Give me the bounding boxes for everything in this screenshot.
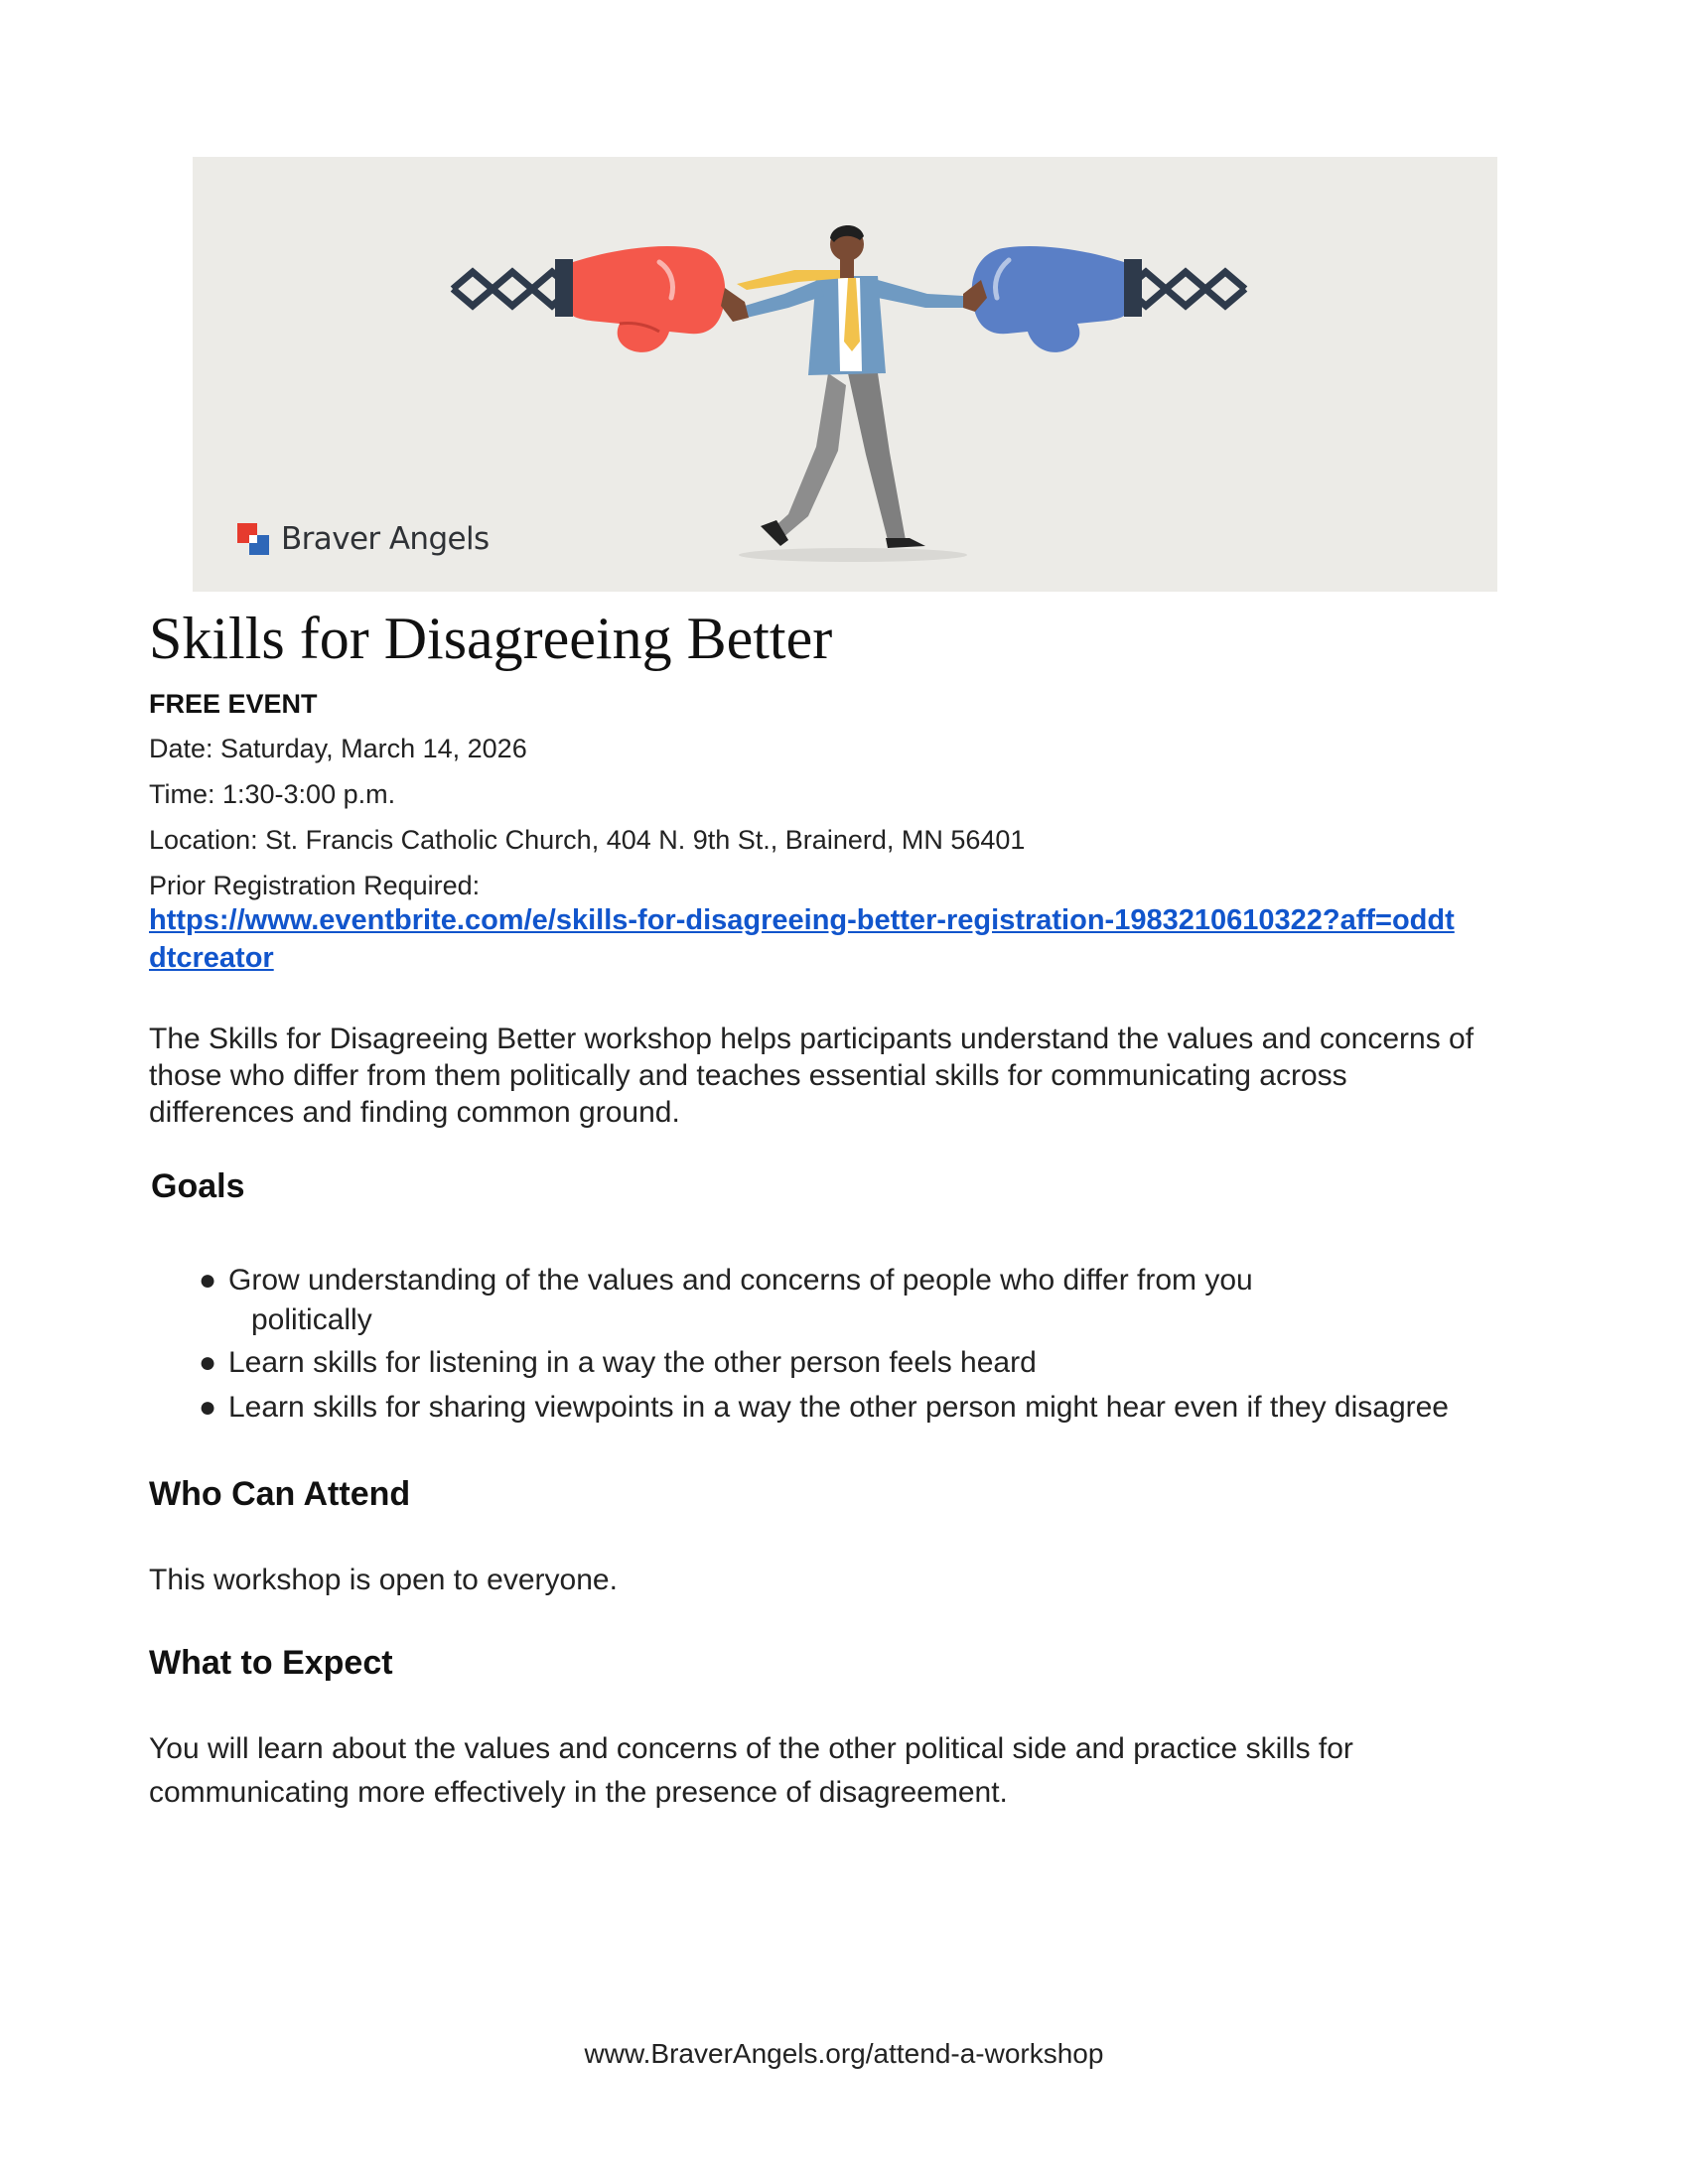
free-event-label: FREE EVENT	[149, 689, 318, 719]
goal-text-continued: politically	[251, 1303, 372, 1336]
list-item	[199, 1385, 1569, 1430]
braver-angels-logo-icon	[237, 523, 269, 555]
bullet-icon: ●	[199, 1264, 217, 1297]
who-can-attend-text: This workshop is open to everyone.	[149, 1564, 618, 1596]
event-location: Location: St. Francis Catholic Church, 404 N. 9th St., Brainerd, MN 56401	[149, 825, 1026, 855]
expect-line: You will learn about the values and concerns of the other political side and practice skills for	[149, 1732, 1353, 1765]
right-cuff	[1124, 259, 1142, 317]
event-time: Time: 1:30-3:00 p.m.	[149, 779, 396, 809]
goal-text: Learn skills for sharing viewpoints in a way the other person might hear even if they disagree	[228, 1391, 1449, 1424]
person-figure-icon	[721, 225, 987, 548]
what-to-expect-text	[149, 1727, 1559, 1815]
registration-label: Prior Registration Required:	[149, 871, 481, 900]
page-title: Skills for Disagreeing Better	[149, 606, 833, 671]
intro-line: differences and finding common ground.	[149, 1096, 680, 1129]
bullet-icon: ●	[199, 1346, 217, 1379]
goal-text: Grow understanding of the values and concerns of people who differ from you	[228, 1264, 1253, 1297]
what-to-expect-heading: What to Expect	[149, 1644, 393, 1682]
list-item	[199, 1258, 1569, 1338]
right-spring-icon	[1126, 272, 1245, 306]
goals-heading: Goals	[151, 1167, 245, 1205]
intro-line: those who differ from them politically and teaches essential skills for communicating across	[149, 1059, 1347, 1092]
intro-line: The Skills for Disagreeing Better workshop helps participants understand the values and concerns of	[149, 1023, 1475, 1055]
intro-paragraph	[149, 1021, 1549, 1131]
registration-link[interactable]	[149, 901, 1539, 977]
braver-angels-logo	[237, 519, 490, 559]
registration-link-line2[interactable]: dtcreator	[149, 942, 274, 974]
left-cuff	[555, 259, 573, 317]
ground-shadow	[739, 548, 967, 562]
bullet-icon: ●	[199, 1391, 217, 1424]
hero-illustration	[193, 157, 1497, 592]
goal-text: Learn skills for listening in a way the other person feels heard	[228, 1346, 1037, 1379]
footer-url[interactable]: www.BraverAngels.org/attend-a-workshop	[584, 2038, 1104, 2069]
red-glove-icon	[573, 246, 725, 352]
left-spring-icon	[453, 272, 572, 306]
registration-link-line1[interactable]: https://www.eventbrite.com/e/skills-for-disagreeing-better-registration-1983210610322?aff=oddt	[149, 904, 1455, 936]
logo-text: Braver Angels	[281, 521, 490, 557]
who-can-attend-heading: Who Can Attend	[149, 1475, 411, 1513]
expect-line: communicating more effectively in the presence of disagreement.	[149, 1776, 1008, 1809]
list-item	[199, 1340, 1569, 1385]
event-date: Date: Saturday, March 14, 2026	[149, 734, 527, 763]
goals-list	[199, 1258, 1569, 1430]
blue-glove-icon	[972, 246, 1124, 352]
